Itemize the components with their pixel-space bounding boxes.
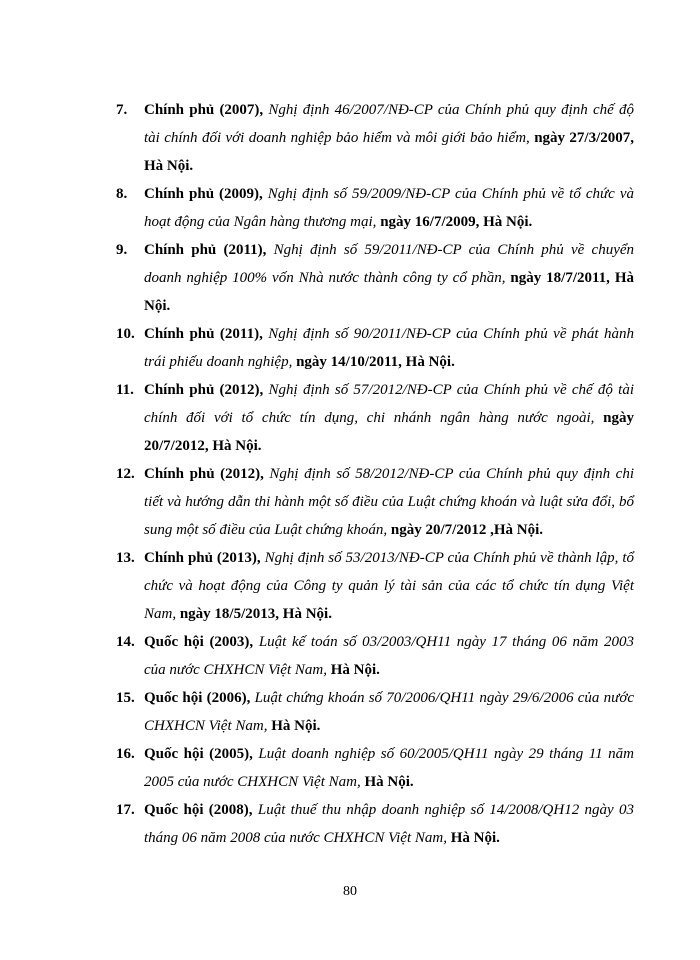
reference-author: Chính phủ (2012), — [144, 466, 264, 482]
reference-author: Quốc hội (2003), — [144, 634, 254, 650]
reference-item — [116, 740, 634, 796]
reference-number: 16. — [116, 746, 135, 762]
reference-number: 11. — [116, 382, 134, 398]
reference-item — [116, 460, 634, 544]
page-number: 80 — [343, 884, 357, 899]
reference-item — [116, 236, 634, 320]
reference-date-place: ngày 27/3/2007, Hà Nội. — [144, 130, 635, 174]
reference-number: 13. — [116, 550, 135, 566]
reference-number: 8. — [116, 186, 128, 202]
reference-date-place: ngày 14/10/2011, Hà Nội. — [296, 354, 455, 370]
reference-date-place: Hà Nội. — [364, 774, 414, 790]
reference-title: Nghị định số 59/2011/NĐ-CP của Chính phủ về chuyển doanh nghiệp 100% vốn Nhà nước thành công ty cổ phần, — [144, 242, 635, 286]
reference-date-place: ngày 18/7/2011, Hà Nội. — [144, 270, 634, 314]
reference-number: 12. — [116, 466, 135, 482]
reference-title: Luật doanh nghiệp số 60/2005/QH11 ngày 29 tháng 11 năm 2005 của nước CHXHCN Việt Nam, — [144, 746, 635, 790]
reference-list — [116, 96, 634, 852]
reference-item — [116, 796, 634, 852]
reference-number: 7. — [116, 102, 128, 118]
reference-title: Nghị định số 58/2012/NĐ-CP của Chính phủ quy định chi tiết và hướng dẫn thi hành một số điều của Luật chứng khoán và luật sửa đổi, bổ sung một số điều của Luật chứng khoán, — [144, 466, 634, 538]
reference-title: Luật kế toán số 03/2003/QH11 ngày 17 tháng 06 năm 2003 của nước CHXHCN Việt Nam, — [144, 634, 635, 678]
reference-item — [116, 320, 634, 376]
reference-author: Chính phủ (2013), — [144, 550, 261, 566]
reference-item — [116, 180, 634, 236]
reference-author: Chính phủ (2007), — [144, 102, 264, 118]
reference-number: 14. — [116, 634, 135, 650]
reference-date-place: Hà Nội. — [271, 718, 321, 734]
reference-number: 17. — [116, 802, 135, 818]
reference-title: Nghị định số 90/2011/NĐ-CP của Chính phủ về phát hành trái phiếu doanh nghiệp, — [144, 326, 635, 370]
reference-title: Nghị định số 53/2013/NĐ-CP của Chính phủ về thành lập, tổ chức và hoạt động của Công ty quản lý tài sản của các tổ chức tín dụng Việt Nam, — [144, 550, 635, 622]
reference-author: Quốc hội (2006), — [144, 690, 251, 706]
reference-item — [116, 684, 634, 740]
reference-title: Nghị định số 59/2009/NĐ-CP của Chính phủ về tổ chức và hoạt động của Ngân hàng thương mại, — [144, 186, 634, 230]
reference-author: Chính phủ (2011), — [144, 326, 263, 342]
reference-date-place: Hà Nội. — [330, 662, 380, 678]
reference-number: 10. — [116, 326, 135, 342]
reference-item — [116, 376, 634, 460]
reference-item — [116, 544, 634, 628]
reference-number: 15. — [116, 690, 135, 706]
reference-author: Quốc hội (2008), — [144, 802, 253, 818]
reference-author: Quốc hội (2005), — [144, 746, 253, 762]
reference-title: Nghị định số 57/2012/NĐ-CP của Chính phủ về chế độ tài chính đối với tổ chức tín dụng, chi nhánh ngân hàng nước ngoài, — [144, 382, 634, 426]
reference-date-place: ngày 16/7/2009, Hà Nội. — [380, 214, 533, 230]
reference-item — [116, 628, 634, 684]
reference-date-place: ngày 20/7/2012, Hà Nội. — [144, 410, 634, 454]
reference-date-place: ngày 20/7/2012 ,Hà Nội. — [390, 522, 544, 538]
reference-author: Chính phủ (2012), — [144, 382, 264, 398]
reference-date-place: Hà Nội. — [450, 830, 500, 846]
reference-number: 9. — [116, 242, 128, 258]
reference-author: Chính phủ (2011), — [144, 242, 267, 258]
reference-author: Chính phủ (2009), — [144, 186, 263, 202]
reference-item — [116, 96, 634, 180]
reference-title: Nghị định 46/2007/NĐ-CP của Chính phủ quy định chế độ tài chính đối với doanh nghiệp bảo hiểm và môi giới bảo hiểm, — [144, 102, 635, 146]
reference-date-place: ngày 18/5/2013, Hà Nội. — [179, 606, 332, 622]
reference-title: Luật chứng khoán số 70/2006/QH11 ngày 29/6/2006 của nước CHXHCN Việt Nam, — [144, 690, 634, 734]
reference-title: Luật thuế thu nhập doanh nghiệp số 14/2008/QH12 ngày 03 tháng 06 năm 2008 của nước CHXHCN Việt Nam, — [144, 802, 634, 846]
